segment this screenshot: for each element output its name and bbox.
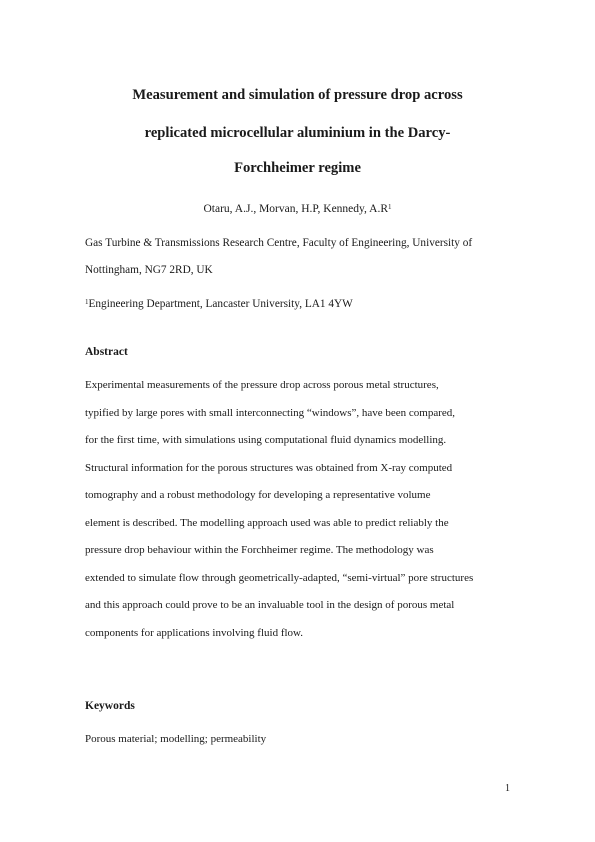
keywords-heading: Keywords (85, 700, 135, 712)
title-line-1: Measurement and simulation of pressure drop across (132, 87, 463, 103)
affiliation-2-marker: 1 (85, 298, 89, 306)
title-line-2: replicated microcellular aluminium in the Darcy- (144, 125, 451, 141)
abstract-line: element is described. The modelling approach used was able to predict reliably the (85, 517, 449, 529)
keywords-text: Porous material; modelling; permeability (85, 733, 267, 745)
affiliation-2-text: Engineering Department, Lancaster University, LA1 4YW (88, 298, 353, 310)
author-list (60, 202, 535, 216)
affiliation-1-line-2: Nottingham, NG7 2RD, UK (85, 264, 213, 276)
author-affiliation-marker: 1 (388, 203, 392, 211)
page-number: 1 (505, 783, 510, 794)
abstract-line: tomography and a robust methodology for developing a representative volume (85, 489, 431, 501)
author-names: Otaru, A.J., Morvan, H.P, Kennedy, A.R (203, 203, 389, 215)
abstract-line: for the first time, with simulations using computational fluid dynamics modelling. (85, 434, 447, 446)
title-line-3: Forchheimer regime (234, 160, 361, 176)
abstract-heading: Abstract (85, 346, 128, 358)
abstract-line: Structural information for the porous structures was obtained from X-ray computed (85, 462, 453, 474)
affiliation-2 (85, 297, 353, 311)
abstract-line: components for applications involving fluid flow. (85, 627, 304, 639)
abstract-line: Experimental measurements of the pressure drop across porous metal structures, (85, 379, 439, 391)
abstract-line: extended to simulate flow through geometrically-adapted, “semi-virtual” pore structures (85, 572, 474, 584)
abstract-line: and this approach could prove to be an invaluable tool in the design of porous metal (85, 599, 455, 611)
abstract-line: pressure drop behaviour within the Forchheimer regime. The methodology was (85, 544, 434, 556)
abstract-line: typified by large pores with small interconnecting “windows”, have been compared, (85, 407, 456, 419)
affiliation-1-line-1: Gas Turbine & Transmissions Research Centre, Faculty of Engineering, University of (85, 237, 473, 249)
